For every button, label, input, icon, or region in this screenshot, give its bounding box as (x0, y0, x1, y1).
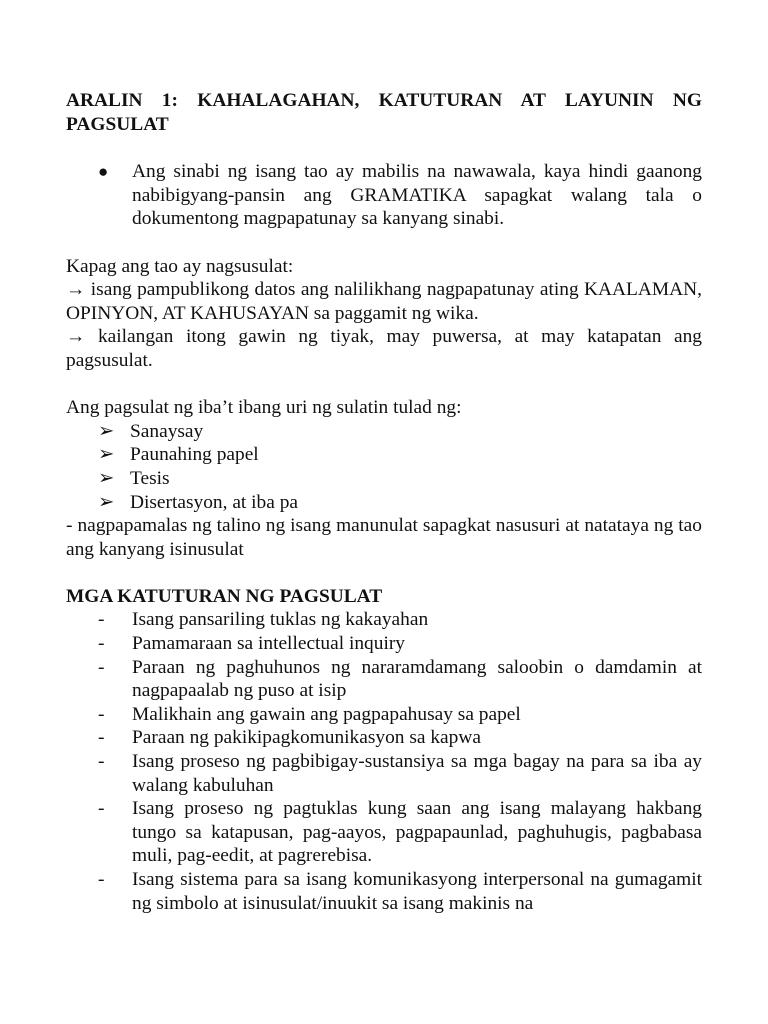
definition-text: Isang proseso ng pagtuklas kung saan ang isang malayang hakbang tungo sa katapusan, pag-aayos, pagpapaunlad, paghuhugis, pagbabasa muli, pag-eedit, at pagrerebisa. (132, 798, 702, 867)
document-page (66, 89, 702, 915)
list-item (66, 467, 702, 491)
list-item (66, 656, 702, 703)
definition-text: Isang proseso ng pagbibigay-sustansiya sa mga bagay na para sa iba ay walang kabuluhan (132, 751, 702, 796)
dash-marker: - (98, 869, 105, 890)
kinds-list (66, 420, 702, 514)
dash-marker: - (98, 798, 105, 820)
kinds-conclusion: - nagpapamalas ng talino ng isang manunulat sapagkat nasusuri at natataya ng tao ang kanyang isinusulat (66, 515, 702, 560)
list-item (66, 420, 702, 444)
definition-text: Paraan ng pakikipagkomunikasyon sa kapwa (132, 727, 481, 749)
list-item (66, 632, 702, 656)
dash-marker: - (98, 656, 105, 678)
definition-text: Pamamaraan sa intellectual inquiry (132, 633, 405, 655)
kind-label: Paunahing papel (130, 444, 259, 466)
bullet-dot-icon: ● (98, 162, 109, 182)
definition-text: Isang pansariling tuklas ng kakayahan (132, 609, 429, 631)
arrowhead-icon: ➢ (98, 467, 115, 489)
definitions-list (66, 608, 702, 915)
bullet-text: Ang sinabi ng isang tao ay mabilis na nawawala, kaya hindi gaanong nabibigyang-pansin ang GRAMATIKA sapagkat walang tala o dokumentong magpapatunay sa kanyang sinabi. (132, 161, 702, 230)
dash-marker: - (98, 727, 105, 749)
definition-text: Paraan ng paghuhunos ng nararamdamang saloobin o damdamin at nagpapaalab ng puso at isip (132, 656, 702, 702)
kinds-lead: Ang pagsulat ng iba’t ibang uri ng sulatin tulad ng: (66, 397, 462, 419)
kind-label: Sanaysay (130, 420, 204, 442)
bullet-paragraph (66, 160, 702, 231)
list-item (66, 750, 702, 797)
lesson-title: ARALIN 1: KAHALAGAHAN, KATUTURAN AT LAYUNIN NG PAGSULAT (66, 90, 702, 135)
dash-marker: - (98, 751, 105, 773)
definition-text: Isang sistema para sa isang komunikasyong interpersonal na gumagamit ng simbolo at isinusulat/inuukit sa isang makinis na (132, 869, 702, 914)
arrowhead-icon: ➢ (98, 444, 115, 466)
dash-marker: - (98, 703, 105, 725)
writing-intro-lead: Kapag ang tao ay nagsusulat: (66, 255, 294, 277)
dash-marker: - (98, 609, 105, 631)
list-item (66, 797, 702, 868)
arrowhead-icon: ➢ (98, 420, 115, 442)
list-item (66, 443, 702, 467)
list-item (66, 703, 702, 727)
dash-marker: - (98, 633, 105, 655)
writing-intro-point-1: → isang pampublikong datos ang nalilikhang nagpapatunay ating KAALAMAN, OPINYON, AT KAHUSAYAN sa paggamit ng wika. (66, 279, 702, 324)
kind-label: Disertasyon, at iba pa (130, 491, 299, 513)
list-item (66, 608, 702, 632)
kind-label: Tesis (130, 467, 170, 489)
list-item (66, 491, 702, 515)
list-item (66, 868, 702, 915)
section-heading: MGA KATUTURAN NG PAGSULAT (66, 585, 383, 607)
list-item (66, 726, 702, 750)
writing-intro-point-2: → kailangan itong gawin ng tiyak, may puwersa, at may katapatan ang pagsusulat. (66, 326, 702, 371)
definition-text: Malikhain ang gawain ang pagpapahusay sa papel (132, 703, 521, 725)
arrowhead-icon: ➢ (98, 491, 115, 513)
